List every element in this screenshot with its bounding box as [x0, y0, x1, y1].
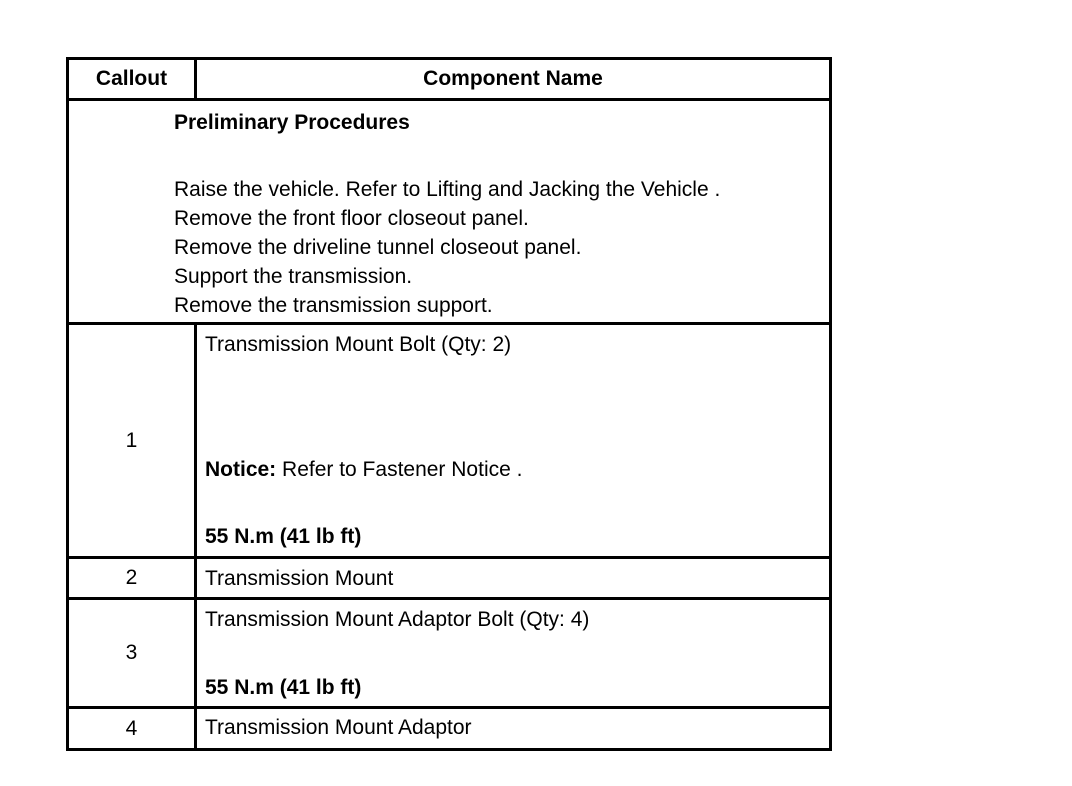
preliminary-step: Remove the front floor closeout panel. [174, 207, 529, 230]
table-row [69, 559, 829, 600]
preliminary-procedures-row [69, 101, 829, 325]
preliminary-procedures [174, 108, 829, 320]
preliminary-step: Remove the transmission support. [174, 294, 493, 317]
component-name-cell [197, 600, 829, 706]
component-name-cell [197, 559, 829, 597]
callout-number: 2 [125, 566, 138, 589]
component-table [66, 57, 832, 751]
component-name-cell [197, 709, 829, 748]
callout-number: 1 [125, 428, 138, 452]
notice-label: Notice: [205, 458, 277, 481]
callout-cell [69, 600, 197, 706]
callout-cell [69, 709, 197, 748]
preliminary-procedures-title: Preliminary Procedures [174, 111, 410, 134]
torque-spec: 55 N.m (41 lb ft) [205, 676, 362, 699]
callout-cell [69, 325, 197, 556]
table-row [69, 709, 829, 748]
component-name-header-label: Component Name [423, 67, 603, 90]
component-name: Transmission Mount Bolt (Qty: 2) [205, 333, 512, 356]
callout-header-label: Callout [95, 67, 168, 90]
table-row [69, 600, 829, 709]
preliminary-step: Raise the vehicle. Refer to Lifting and Jacking the Vehicle . [174, 178, 721, 201]
torque-spec: 55 N.m (41 lb ft) [205, 525, 362, 548]
callout-number: 4 [125, 716, 138, 740]
component-name: Transmission Mount Adaptor Bolt (Qty: 4) [205, 608, 590, 631]
component-name-cell [197, 325, 829, 556]
table-row [69, 325, 829, 559]
callout-column-header [69, 60, 197, 98]
notice-text: Refer to Fastener Notice . [276, 458, 523, 481]
callout-number: 3 [125, 641, 138, 664]
callout-cell [69, 559, 197, 597]
component-name: Transmission Mount [205, 567, 394, 590]
preliminary-step: Support the transmission. [174, 265, 413, 288]
component-name: Transmission Mount Adaptor [205, 716, 472, 739]
table-header-row [69, 60, 829, 101]
preliminary-step: Remove the driveline tunnel closeout panel. [174, 236, 582, 259]
notice [205, 458, 522, 482]
component-name-column-header [197, 60, 829, 98]
